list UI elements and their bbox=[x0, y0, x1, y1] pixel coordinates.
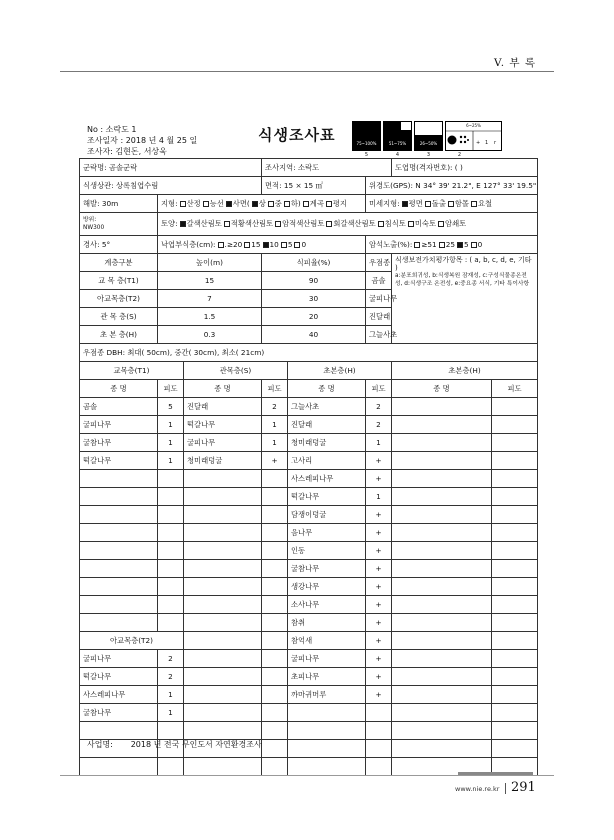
species-cell: 진달래 bbox=[288, 416, 366, 434]
dbh-row: 우점종 DBH: 최대( 50cm), 중간( 30cm), 최소( 21cm) bbox=[80, 344, 538, 362]
species-cell bbox=[158, 614, 184, 632]
species-cell: 굴피나무 bbox=[184, 434, 262, 452]
legend-num-4: 4 bbox=[395, 152, 400, 158]
species-cell: 1 bbox=[158, 704, 184, 722]
vegetation-survey-table bbox=[79, 158, 538, 776]
micro-terrain: 미세지형: 평면 돌출 함몰 요철 bbox=[366, 195, 538, 213]
species-cell bbox=[492, 578, 538, 596]
species-cell bbox=[262, 614, 288, 632]
legend-plus: + bbox=[476, 140, 481, 146]
checkbox bbox=[263, 242, 269, 248]
species-cell bbox=[492, 506, 538, 524]
species-cell bbox=[392, 650, 492, 668]
species-cell bbox=[492, 470, 538, 488]
checkbox-label: 10 bbox=[269, 239, 279, 249]
assessment: 식생보전가치평가항목 : ( a, b, c, d, e, 기타 ) a:분포희귀성, b:식생복원 잠재성, c:구성식물종온전성, d:식생구조 온전성, e:중요종 서식, 기타 특이사항 bbox=[392, 254, 538, 344]
species-cell bbox=[262, 740, 288, 758]
species-row bbox=[80, 686, 538, 704]
species-cell: 소사나무 bbox=[288, 596, 366, 614]
species-cell bbox=[492, 686, 538, 704]
checkbox bbox=[294, 242, 300, 248]
species-cell: + bbox=[366, 560, 392, 578]
checkbox-label: 갈색산림토 bbox=[186, 219, 222, 228]
checkbox bbox=[471, 242, 477, 248]
checkbox-label: ≥51 bbox=[421, 239, 437, 249]
species-cell bbox=[492, 596, 538, 614]
species-cell bbox=[492, 560, 538, 578]
species-cell bbox=[184, 614, 262, 632]
species-cell: 떡갈나무 bbox=[80, 668, 158, 686]
legend-num-5: 5 bbox=[364, 152, 369, 158]
species-group-header: 교목층(T1) 관목층(S) 초본층(H) 초본층(H) bbox=[80, 362, 538, 380]
checkbox bbox=[425, 201, 431, 207]
layer-row-t2: 아교목층(T2) 7 30 굴피나무 bbox=[80, 290, 538, 308]
species-cell bbox=[184, 704, 262, 722]
species-cell: + bbox=[366, 668, 392, 686]
section-tag: V. 부 록 bbox=[494, 57, 537, 69]
species-cell bbox=[492, 704, 538, 722]
checkbox-label: 하) bbox=[290, 198, 301, 208]
species-cell bbox=[366, 704, 392, 722]
species-cell bbox=[366, 722, 392, 740]
checkbox-label: 적황색산림토 bbox=[230, 219, 274, 228]
species-cell bbox=[492, 668, 538, 686]
species-cell bbox=[158, 488, 184, 506]
species-cell bbox=[288, 722, 366, 740]
species-cell: 굴참나무 bbox=[80, 434, 158, 452]
checkbox bbox=[252, 201, 258, 207]
checkbox bbox=[439, 242, 445, 248]
species-row bbox=[80, 560, 538, 578]
species-cell bbox=[184, 722, 262, 740]
page-number: 291 bbox=[511, 780, 536, 795]
species-cell bbox=[158, 596, 184, 614]
species-cell bbox=[492, 542, 538, 560]
checkbox-label: 침식토 bbox=[384, 219, 406, 228]
species-cell bbox=[158, 560, 184, 578]
species-row bbox=[80, 524, 538, 542]
layer-row-h: 초 본 층(H) 0.3 40 그늘사초 bbox=[80, 326, 538, 344]
row-phase bbox=[80, 177, 538, 195]
species-row bbox=[80, 596, 538, 614]
checkbox bbox=[281, 242, 287, 248]
species-cell bbox=[184, 560, 262, 578]
species-cell: 1 bbox=[262, 434, 288, 452]
checkbox bbox=[326, 221, 332, 227]
species-cell bbox=[158, 524, 184, 542]
species-cell bbox=[80, 614, 158, 632]
species-cell bbox=[262, 542, 288, 560]
species-cell bbox=[184, 758, 262, 776]
aspect: 방위: NW300 bbox=[80, 213, 158, 236]
species-cell bbox=[80, 596, 158, 614]
checkbox bbox=[218, 242, 224, 248]
species-cell bbox=[392, 632, 492, 650]
species-cell bbox=[492, 632, 538, 650]
species-row bbox=[80, 614, 538, 632]
checkbox-label: 0 bbox=[477, 239, 483, 249]
species-cell: + bbox=[366, 542, 392, 560]
checkbox-label: 평지 bbox=[332, 198, 347, 208]
species-cell bbox=[262, 578, 288, 596]
legend-num-2: 2 bbox=[457, 152, 462, 158]
species-cell bbox=[492, 398, 538, 416]
row-terrain bbox=[80, 195, 538, 213]
checkbox bbox=[268, 201, 274, 207]
top-rule bbox=[60, 71, 554, 72]
species-row bbox=[80, 542, 538, 560]
species-cell: 1 bbox=[158, 416, 184, 434]
species-cell: 1 bbox=[158, 452, 184, 470]
checkbox bbox=[203, 201, 209, 207]
species-cell bbox=[392, 434, 492, 452]
survey-no: No : 소락도 1 bbox=[87, 125, 137, 134]
species-row bbox=[80, 488, 538, 506]
species-cell: 고사리 bbox=[288, 452, 366, 470]
species-cell: + bbox=[366, 506, 392, 524]
bottom-rule bbox=[60, 775, 554, 776]
checkbox-label: 미숙토 bbox=[414, 219, 437, 228]
species-cell: 굴피나무 bbox=[80, 650, 158, 668]
species-cell bbox=[184, 686, 262, 704]
species-cell bbox=[80, 488, 158, 506]
species-cell: 청미래덩굴 bbox=[288, 434, 366, 452]
species-cell bbox=[392, 398, 492, 416]
checkbox-label: 25 bbox=[445, 239, 455, 249]
checkbox bbox=[414, 242, 420, 248]
species-cell bbox=[262, 650, 288, 668]
species-row bbox=[80, 704, 538, 722]
species-cell: 초피나무 bbox=[288, 668, 366, 686]
species-cell bbox=[392, 542, 492, 560]
row-soil bbox=[80, 213, 538, 236]
checkbox bbox=[408, 221, 414, 227]
species-cell bbox=[392, 488, 492, 506]
species-cell bbox=[184, 470, 262, 488]
species-cell bbox=[80, 524, 158, 542]
species-row bbox=[80, 722, 538, 740]
layer-header: 계층구분 높이(m) 식피율(%) 우점종 식생보전가치평가항목 : ( a, b, c, d, e, 기타 ) a:분포희귀성, b:식생복원 잠재성, c:구성식물종온전성, d:식생구조 온전성, e:중요종 서식, 기타 특이사항 bbox=[80, 254, 538, 272]
species-cell bbox=[492, 740, 538, 758]
species-cell bbox=[392, 452, 492, 470]
species-cell bbox=[158, 722, 184, 740]
species-row bbox=[80, 650, 538, 668]
species-cell: + bbox=[366, 614, 392, 632]
species-cell: 그늘사초 bbox=[288, 398, 366, 416]
species-cell: 2 bbox=[158, 650, 184, 668]
species-cell: 참억새 bbox=[288, 632, 366, 650]
species-cell: 인동 bbox=[288, 542, 366, 560]
community: 군락명: 곰솔군락 bbox=[80, 159, 262, 177]
checkbox-label: 사면( bbox=[232, 198, 250, 208]
species-cell bbox=[392, 578, 492, 596]
species-cell bbox=[262, 524, 288, 542]
species-cell bbox=[392, 614, 492, 632]
species-cell bbox=[392, 704, 492, 722]
species-cell: 5 bbox=[158, 398, 184, 416]
project-note: 사업명: 2018 년 전국 무인도서 자연환경조사 bbox=[87, 740, 262, 749]
species-cell bbox=[184, 668, 262, 686]
page-title: 식생조사표 bbox=[258, 126, 336, 144]
species-cell: 1 bbox=[158, 434, 184, 452]
checkbox-label: 요철 bbox=[477, 198, 493, 208]
legend-box-2 bbox=[445, 121, 502, 151]
species-cell bbox=[262, 668, 288, 686]
row-community bbox=[80, 159, 538, 177]
species-cell bbox=[392, 560, 492, 578]
species-row bbox=[80, 434, 538, 452]
species-cell bbox=[492, 650, 538, 668]
species-cell: + bbox=[262, 452, 288, 470]
species-cell bbox=[392, 506, 492, 524]
species-cell bbox=[262, 704, 288, 722]
species-cell: 담쟁이덩굴 bbox=[288, 506, 366, 524]
checkbox-label: 5 bbox=[463, 239, 469, 249]
species-cell: 굴피나무 bbox=[80, 416, 158, 434]
legend-box-3: 26~50% bbox=[414, 121, 443, 151]
species-cell: 떡갈나무 bbox=[184, 416, 262, 434]
checkbox bbox=[244, 242, 250, 248]
species-cell bbox=[262, 758, 288, 776]
checkbox-label: 중 bbox=[274, 198, 282, 208]
species-cell: 곰솔 bbox=[80, 398, 158, 416]
species-cell: 2 bbox=[366, 416, 392, 434]
species-cell bbox=[80, 560, 158, 578]
checkbox-label: 암적색산림토 bbox=[282, 219, 325, 228]
species-cell: + bbox=[366, 650, 392, 668]
species-row bbox=[80, 416, 538, 434]
species-row bbox=[80, 668, 538, 686]
checkbox-label: .≥20 bbox=[224, 239, 243, 249]
species-cell: + bbox=[366, 596, 392, 614]
species-cell: 청미래덩굴 bbox=[184, 452, 262, 470]
species-cell: 떡갈나무 bbox=[80, 452, 158, 470]
species-cell: 생강나무 bbox=[288, 578, 366, 596]
species-cell bbox=[184, 506, 262, 524]
species-cell: 사스레피나무 bbox=[80, 686, 158, 704]
species-cell bbox=[392, 722, 492, 740]
species-cell bbox=[492, 614, 538, 632]
species-cell bbox=[262, 560, 288, 578]
species-cell bbox=[184, 542, 262, 560]
checkbox-label: 돌출 bbox=[431, 198, 446, 208]
species-row bbox=[80, 506, 538, 524]
species-cell bbox=[366, 758, 392, 776]
species-cell bbox=[184, 650, 262, 668]
species-cell: + bbox=[366, 578, 392, 596]
species-cell bbox=[80, 470, 158, 488]
species-cell: + bbox=[366, 524, 392, 542]
gps: 위경도(GPS): N 34° 39' 21.2", E 127° 33' 19.5" bbox=[366, 177, 538, 195]
species-cell bbox=[262, 686, 288, 704]
species-cell: + bbox=[366, 470, 392, 488]
site-url: www.nie.re.kr bbox=[455, 785, 500, 793]
species-cell bbox=[492, 722, 538, 740]
species-cell: 굴참나무 bbox=[80, 704, 158, 722]
species-cell bbox=[492, 434, 538, 452]
legend-num-3: 3 bbox=[426, 152, 431, 158]
species-cell: 까마귀머루 bbox=[288, 686, 366, 704]
species-cell: + bbox=[366, 686, 392, 704]
survey-date: 조사일자 : 2018 년 4 월 25 일 bbox=[87, 136, 198, 145]
species-cell bbox=[80, 758, 158, 776]
species-cell bbox=[366, 740, 392, 758]
species-cell bbox=[262, 506, 288, 524]
species-cell: 진달래 bbox=[184, 398, 262, 416]
species-cell bbox=[492, 524, 538, 542]
species-row bbox=[80, 470, 538, 488]
rock: 암석노출(%): ≥51 25 5 0 bbox=[366, 236, 538, 254]
species-cell: 1 bbox=[158, 686, 184, 704]
species-cell: 참취 bbox=[288, 614, 366, 632]
species-cell: 사스레피나무 bbox=[288, 470, 366, 488]
species-cell bbox=[492, 452, 538, 470]
species-cell bbox=[158, 506, 184, 524]
species-cell bbox=[80, 542, 158, 560]
checkbox bbox=[448, 201, 454, 207]
species-cell bbox=[158, 470, 184, 488]
terrain: 지형: 산정 능선 사면( 상 중 하) 계곡 평지 bbox=[158, 195, 366, 213]
checkbox bbox=[226, 201, 232, 207]
checkbox-label: 암쇄토 bbox=[445, 219, 467, 228]
species-cell bbox=[158, 578, 184, 596]
species-cell bbox=[80, 722, 158, 740]
species-row bbox=[80, 398, 538, 416]
legend-2-label: 6~25% bbox=[466, 123, 481, 128]
legend-box-4: 51~75% bbox=[383, 121, 412, 151]
species-row bbox=[80, 452, 538, 470]
species-cell: 1 bbox=[366, 434, 392, 452]
species-cell bbox=[288, 704, 366, 722]
species-cell bbox=[492, 488, 538, 506]
cover-legend bbox=[352, 121, 502, 157]
checkbox-label: 능선 bbox=[209, 198, 224, 208]
checkbox-label: 상 bbox=[258, 198, 266, 208]
species-cell bbox=[392, 686, 492, 704]
species-row bbox=[80, 578, 538, 596]
checkbox-label: 산정 bbox=[186, 198, 201, 208]
checkbox bbox=[326, 201, 332, 207]
species-cell: 굴피나무 bbox=[288, 650, 366, 668]
altitude: 해발: 30m bbox=[80, 195, 158, 213]
phase: 식생상관: 상록침엽수림 bbox=[80, 177, 262, 195]
survey-meta bbox=[87, 124, 197, 157]
page-separator bbox=[505, 783, 506, 794]
layer-row-s: 관 목 층(S) 1.5 20 진달래 bbox=[80, 308, 538, 326]
species-cell bbox=[392, 740, 492, 758]
species-cell bbox=[262, 488, 288, 506]
soil: 토양: 갈색산림토 적황색산림토 암적색산림토 회갈색산림토 침식토 미숙토 암쇄토 bbox=[158, 213, 538, 236]
species-cell: + bbox=[366, 632, 392, 650]
checkbox bbox=[378, 221, 384, 227]
species-sub-header: 종 명 피도 종 명 피도 종 명 피도 종 명 피도 bbox=[80, 380, 538, 398]
species-cell bbox=[80, 506, 158, 524]
row-slope bbox=[80, 236, 538, 254]
checkbox-label: 15 bbox=[251, 239, 261, 249]
species-cell bbox=[262, 596, 288, 614]
layer-row-t1: 교 목 층(T1) 15 90 곰솔 bbox=[80, 272, 538, 290]
species-cell bbox=[288, 740, 366, 758]
area: 면적: 15 × 15 ㎡ bbox=[262, 177, 366, 195]
checkbox bbox=[224, 221, 230, 227]
species-cell bbox=[80, 578, 158, 596]
checkbox bbox=[180, 201, 186, 207]
species-cell: 1 bbox=[366, 488, 392, 506]
species-cell: 아교목층(T2) bbox=[80, 632, 184, 650]
species-cell bbox=[392, 416, 492, 434]
species-cell bbox=[262, 722, 288, 740]
region: 조사지역: 소락도 bbox=[262, 159, 392, 177]
checkbox-label: 계곡 bbox=[309, 198, 324, 208]
species-cell bbox=[158, 758, 184, 776]
species-row bbox=[80, 632, 538, 650]
species-cell: 2 bbox=[262, 398, 288, 416]
species-cell: 2 bbox=[366, 398, 392, 416]
species-cell: 2 bbox=[158, 668, 184, 686]
checkbox-label: 회갈색산림토 bbox=[333, 219, 376, 228]
species-cell bbox=[392, 668, 492, 686]
species-cell bbox=[184, 524, 262, 542]
species-cell bbox=[392, 524, 492, 542]
checkbox bbox=[180, 221, 186, 227]
species-cell: 떡갈나무 bbox=[288, 488, 366, 506]
species-cell: 1 bbox=[262, 416, 288, 434]
species-cell bbox=[184, 488, 262, 506]
checkbox bbox=[457, 242, 463, 248]
litter: 낙엽부식층(cm): .≥20 15 10 5 0 bbox=[158, 236, 366, 254]
checkbox bbox=[275, 221, 281, 227]
checkbox bbox=[284, 201, 290, 207]
species-cell bbox=[184, 632, 262, 650]
checkbox bbox=[438, 221, 444, 227]
legend-box-5: 75~100% bbox=[352, 121, 381, 151]
species-cell bbox=[392, 470, 492, 488]
checkbox bbox=[402, 201, 408, 207]
species-cell: 굴참나무 bbox=[288, 560, 366, 578]
species-cell bbox=[492, 416, 538, 434]
species-cell bbox=[184, 578, 262, 596]
checkbox-label: 평면 bbox=[408, 198, 423, 208]
species-cell bbox=[262, 470, 288, 488]
slope: 경사: 5° bbox=[80, 236, 158, 254]
species-cell bbox=[392, 596, 492, 614]
species-cell: 음나무 bbox=[288, 524, 366, 542]
checkbox-label: 5 bbox=[287, 239, 293, 249]
legend-r: r bbox=[494, 140, 497, 146]
map-number: 도엽명(격자번호): ( ) bbox=[392, 159, 538, 177]
checkbox-label: 함몰 bbox=[454, 198, 469, 208]
species-cell bbox=[262, 632, 288, 650]
species-cell bbox=[158, 542, 184, 560]
checkbox-label: 0 bbox=[301, 239, 307, 249]
species-cell: + bbox=[366, 452, 392, 470]
legend-one: 1 bbox=[485, 140, 489, 146]
species-cell bbox=[288, 758, 366, 776]
checkbox bbox=[303, 201, 309, 207]
species-cell bbox=[184, 596, 262, 614]
checkbox bbox=[471, 201, 477, 207]
surveyor: 조사자: 김현돈, 서상욱 bbox=[87, 147, 167, 156]
